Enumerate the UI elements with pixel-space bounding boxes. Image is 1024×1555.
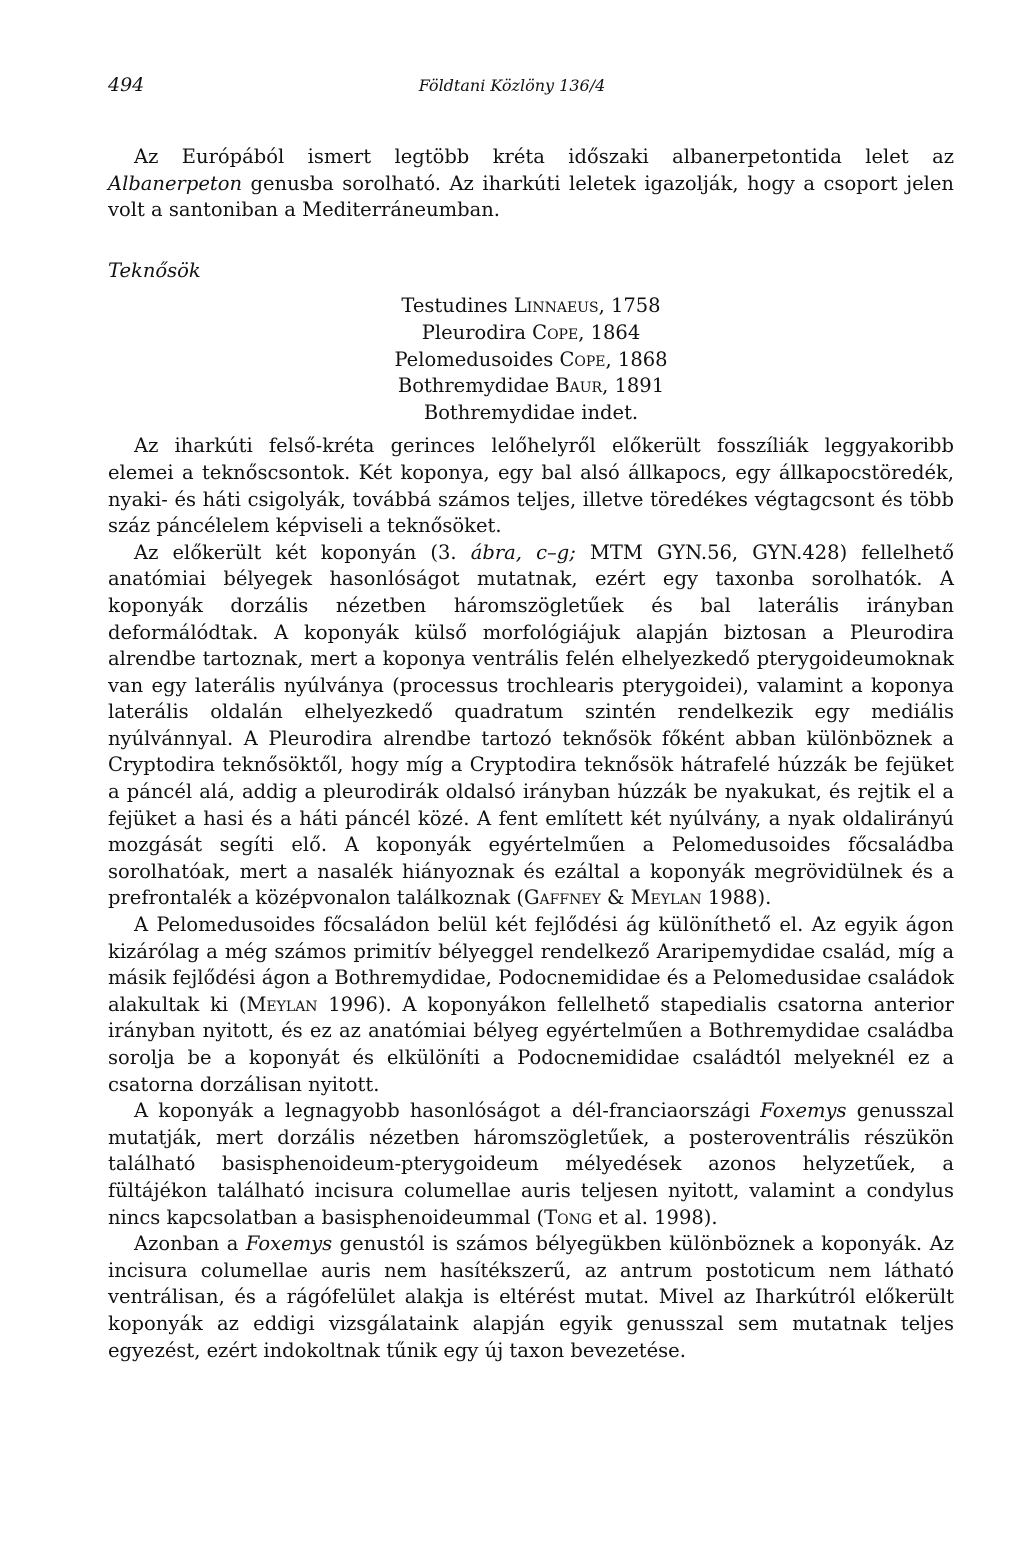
taxon-line	[108, 293, 954, 320]
paragraph-text: 1988).	[701, 886, 772, 910]
paragraph-foxemys-similarity	[108, 1098, 954, 1231]
taxon-year: , 1758	[598, 294, 661, 318]
taxon-year: , 1891	[602, 374, 665, 398]
taxon-line	[108, 400, 954, 427]
section-heading: Teknősök	[108, 258, 201, 282]
paragraph-albanerpeton	[108, 144, 954, 224]
taxon-author: Cope	[532, 320, 579, 344]
figure-reference: ábra, c–g;	[470, 540, 576, 564]
taxonomy-list	[108, 293, 954, 426]
paragraph-text: A Pelomedusoides főcsaládon belül két fejlődési ág különíthető el. Az egyik ágon kizárólag a még számos primitív bélyeggel rendelkező Araripemydidae család, míg a másik fejlődési ágon a Bothremydidae, Podocnemididae és a Pelomedusidae családok alakultak ki (	[108, 913, 954, 1016]
taxon-year: , 1868	[605, 347, 668, 371]
page-number: 494	[108, 74, 145, 96]
paragraph-skulls	[108, 540, 954, 912]
paragraph-turtle-bones: Az iharkúti felső-kréta gerinces lelőhelyről előkerült fosszíliák leggyakoribb elemei a teknőscsontok. Két koponya, egy bal alsó állkapocs, egy állkapocstöredék, nyaki- és háti csigolyák, továbbá számos teljes, illetve töredékes végtagcsont és több száz páncélelem képviseli a teknősöket.	[108, 434, 954, 538]
paragraph-text: genusszal mutatják, mert dorzális nézetben háromszögletűek, a posteroventrális részükön található basisphenoideum-pterygoideum mélyedések azonos helyzetűek, a fültájékon található incisura columellae auris teljesen nyitott, valamint a condylus nincs kapcsolatban a basisphenoideummal (	[108, 1099, 954, 1229]
paragraph-text: genusba sorolható. Az iharkúti leletek igazolják, hogy a csoport jelen volt a santoniban a Mediterráneumban.	[108, 171, 954, 222]
taxon-author: Baur	[555, 374, 603, 398]
taxon-line	[108, 320, 954, 347]
citation-author: Meylan	[630, 886, 702, 910]
paragraph-text: et al. 1998).	[592, 1205, 718, 1229]
paragraph-text: genustól is számos bélyegükben különböznek a koponyák. Az incisura columellae auris nem hasítékszerű, az antrum postoticum nem látható ventrálisan, és a rágófelület alakja is eltérést mutat. Mivel az Iharkútról előkerült koponyák az eddigi vizsgálataink alapján egyik genusszal sem mutatnak teljes egyezést, ezért indokoltnak tűnik egy új taxon bevezetése.	[108, 1232, 954, 1362]
taxon-line	[108, 373, 954, 400]
citation-author: Tong	[544, 1205, 593, 1229]
taxon-name: Testudines	[401, 294, 514, 318]
paragraph-foxemys-differences	[108, 1231, 954, 1364]
genus-name: Albanerpeton	[108, 171, 243, 195]
paragraph-text: &	[600, 886, 631, 910]
page-header	[108, 74, 916, 104]
taxon-name: Pleurodira	[421, 320, 533, 344]
genus-name: Foxemys	[760, 1099, 847, 1123]
paragraph-text: MTM GYN.56, GYN.428) fellelhető anatómiai bélyegek hasonlóságot mutatnak, ezért egy taxonba sorolhatók. A koponyák dorzális nézetben háromszögletűek és bal laterális irányban deformálódtak. A koponyák külső morfológiájuk alapján biztosan a Pleurodira alrendbe tartoznak, mert a koponya ventrális felén elhelyezkedő pterygoideumoknak van egy laterális nyúlványa (processus trochlearis pterygoidei), valamint a koponya laterális oldalán elhelyezkedő quadratum szintén rendelkezik egy mediális nyúlvánnyal. A Pleurodira alrendbe tartozó teknősök főként abban különböznek a Cryptodira teknősöktől, hogy míg a Cryptodira teknősök hátrafelé húzzák be fejüket a páncél alá, addig a pleurodirák oldalsó irányban húzzák be nyakukat, és rejtik el a fejüket a hasi és a háti páncél közé. A fent említett két nyúlvány, a nyak oldalirányú mozgását segíti elő. A koponyák egyértelműen a Pelomedusoides főcsaládba sorolhatóak, mert a nasalék hiányoznak és ezáltal a koponyák megrövidülnek és a prefrontalék a középvonalon találkoznak (	[108, 540, 954, 910]
taxon-year: , 1864	[578, 320, 641, 344]
paragraph-text: Az előkerült két koponyán (3.	[134, 540, 471, 564]
body-text	[108, 144, 954, 1364]
citation-author: Meylan	[246, 992, 318, 1016]
taxon-name: Bothremydidae indet.	[423, 400, 639, 424]
taxon-author: Linnaeus	[513, 294, 599, 318]
running-title: Földtani Közlöny 136/4	[418, 76, 606, 95]
taxon-line	[108, 347, 954, 374]
taxon-name: Pelomedusoides	[394, 347, 560, 371]
taxon-name: Bothremydidae	[397, 374, 556, 398]
paragraph-text: Az Európából ismert legtöbb kréta időszaki albanerpetontida lelet az	[134, 145, 954, 168]
paragraph-text: A koponyák a legnagyobb hasonlóságot a dél-franciaországi	[134, 1099, 761, 1123]
citation-author: Gaffney	[523, 886, 601, 910]
paragraph-text: 1996). A koponyákon fellelhető stapedialis csatorna anterior irányban nyitott, és ez az anatómiai bélyeg egyértelműen a Bothremydidae családba sorolja be a koponyát és elkülöníti a Podocnemididae családtól melyeknél ez a csatorna dorzálisan nyitott.	[108, 992, 954, 1096]
paragraph-pelomedusoides	[108, 912, 954, 1098]
paragraph-text: Azonban a	[134, 1232, 246, 1256]
taxon-author: Cope	[559, 347, 606, 371]
genus-name: Foxemys	[245, 1232, 333, 1256]
